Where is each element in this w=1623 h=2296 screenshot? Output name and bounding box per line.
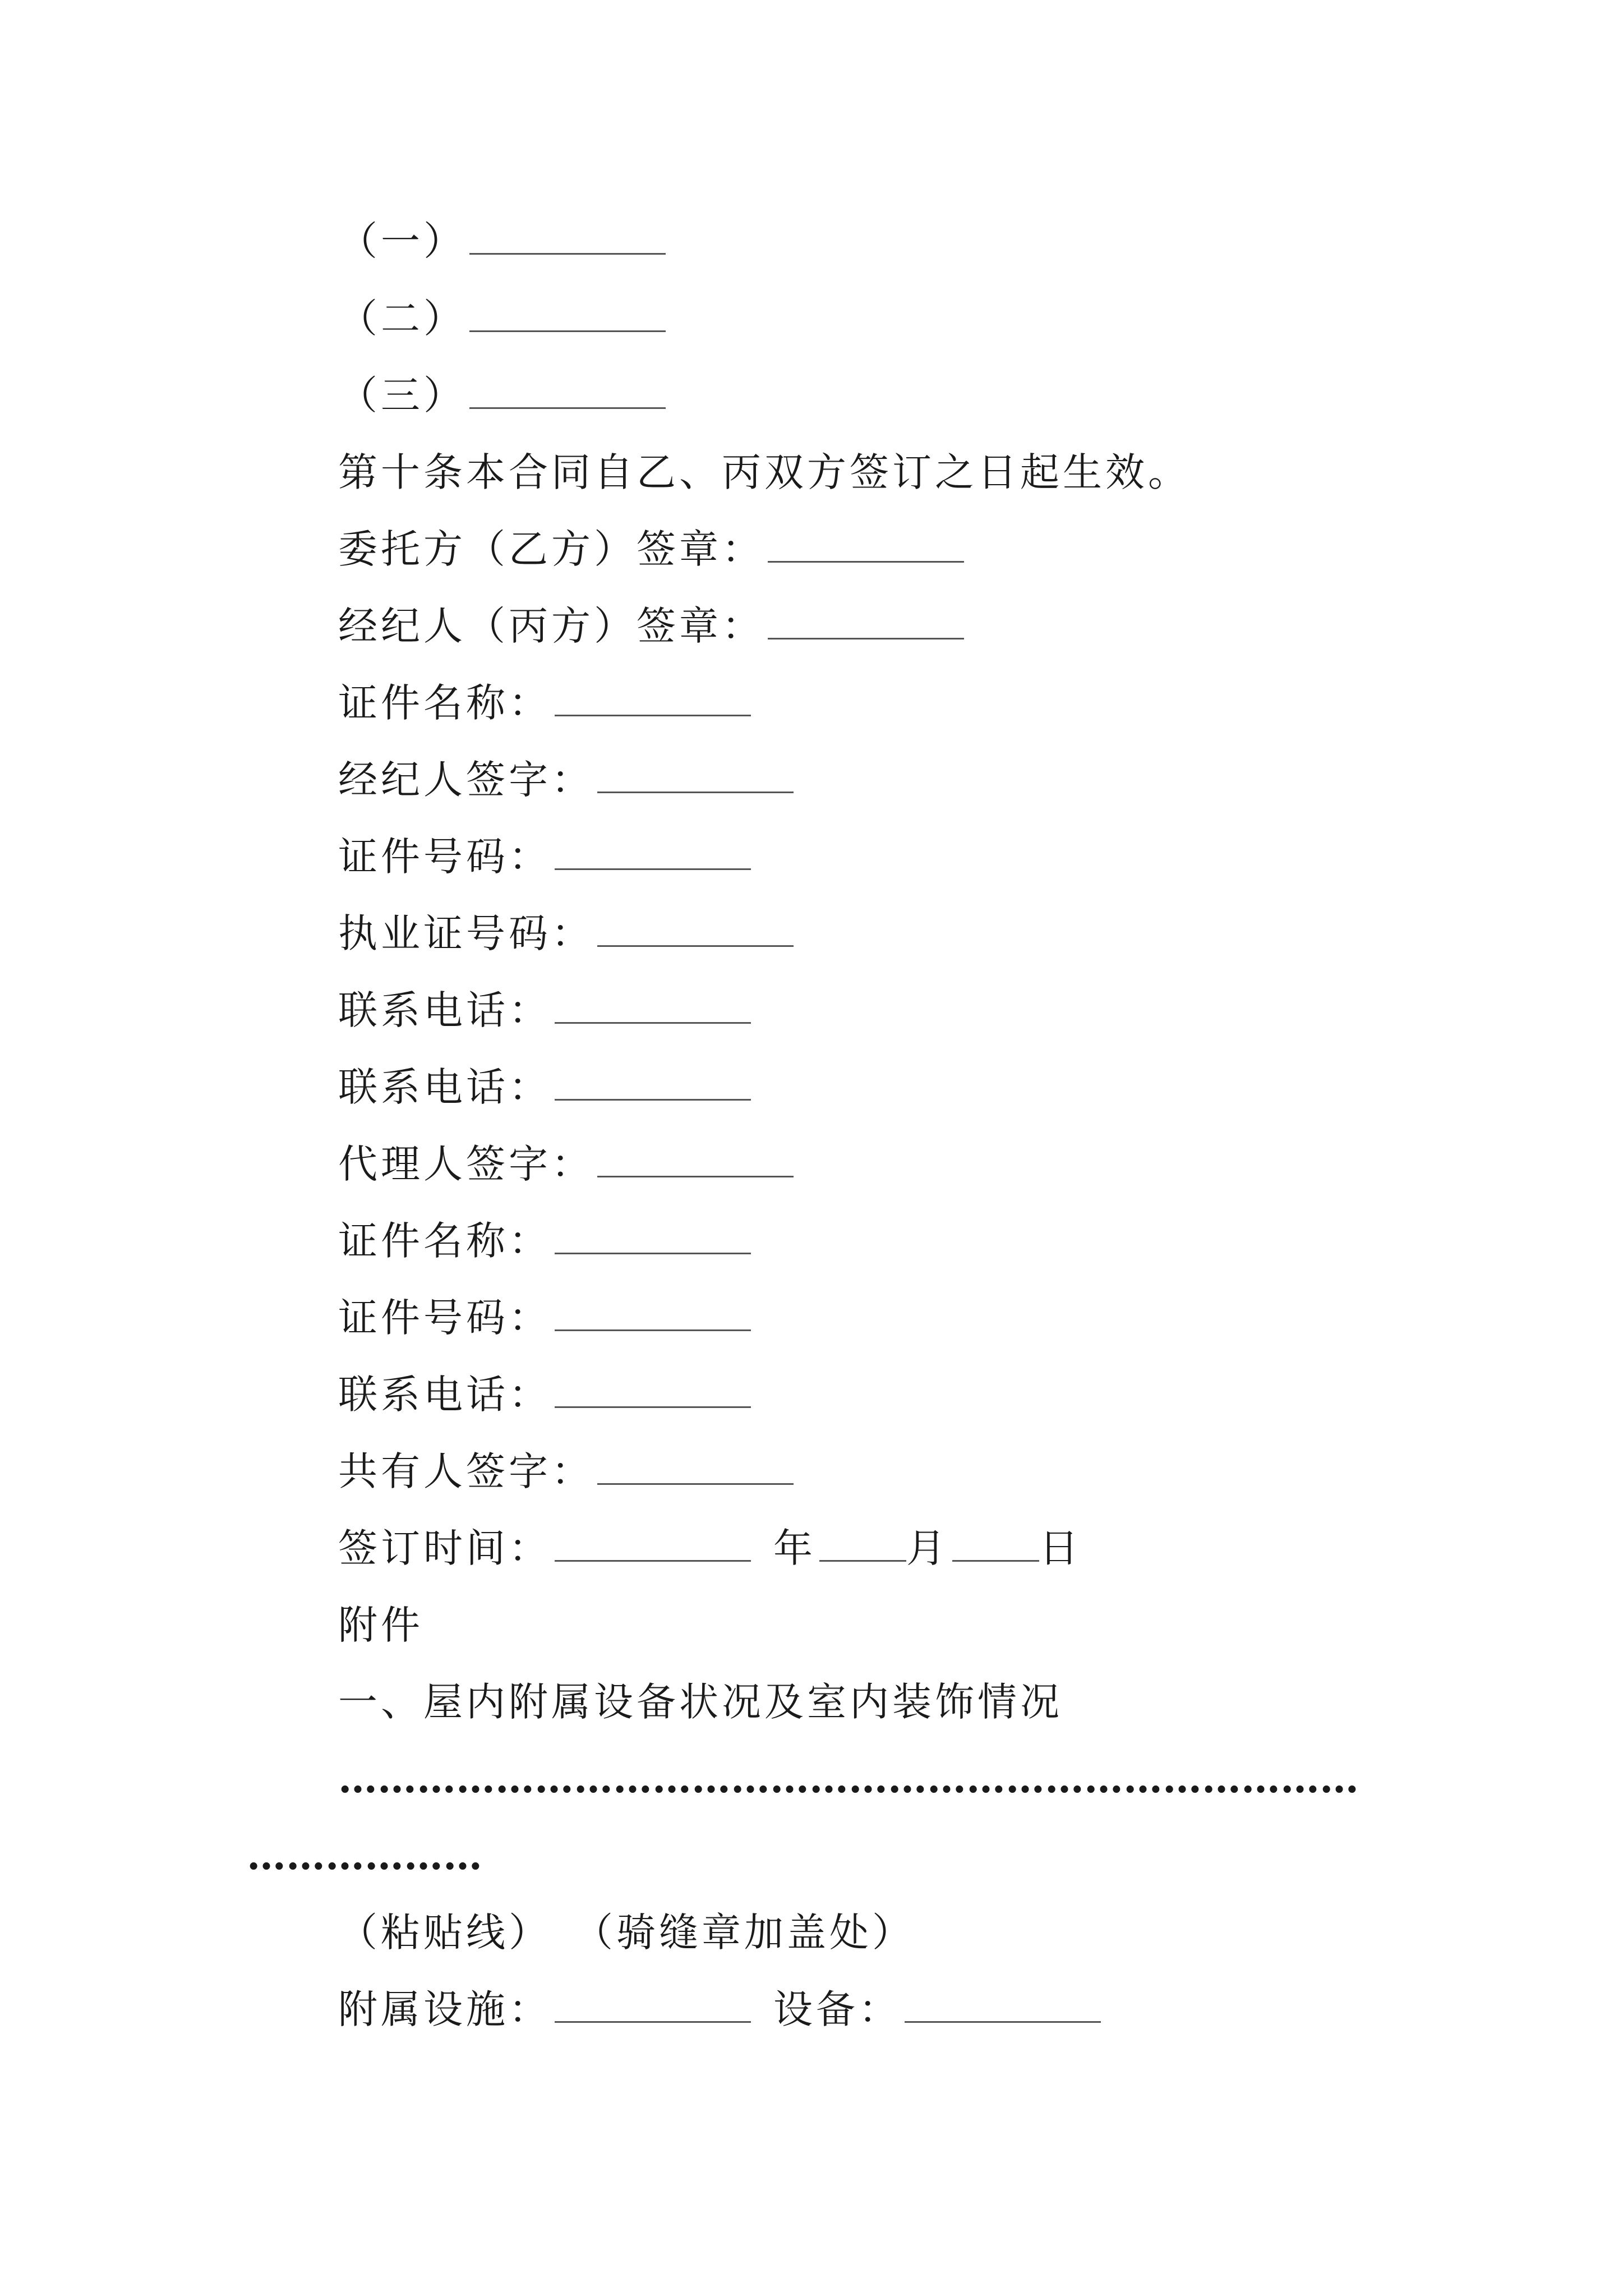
- sign-time-year: 年: [773, 1525, 816, 1571]
- sign-time-label: 签订时间：: [338, 1525, 551, 1571]
- signature-label: 证件号码：: [338, 1295, 551, 1341]
- facilities-label: 附属设施：: [338, 1986, 551, 2032]
- signature-line: [338, 1290, 751, 1346]
- clause-ten: [338, 444, 1191, 500]
- signature-label: 执业证号码：: [338, 910, 594, 956]
- sign-time-month: 月: [906, 1525, 949, 1571]
- signature-label: 联系电话：: [338, 987, 551, 1033]
- signature-line: [338, 675, 751, 731]
- signature-blank[interactable]: [555, 1065, 751, 1101]
- signature-line: [338, 829, 751, 885]
- equipment-label: 设备：: [773, 1986, 901, 2032]
- paste-line-text: （粘贴线）: [338, 1910, 551, 1955]
- attachment-section-one: [338, 1674, 1063, 1730]
- signature-blank[interactable]: [555, 835, 751, 870]
- signature-blank[interactable]: [597, 1142, 794, 1177]
- item-3-label: （三）: [338, 372, 466, 418]
- signature-label: 联系电话：: [338, 1064, 551, 1110]
- signature-blank[interactable]: [597, 1450, 794, 1485]
- signature-label: 经纪人（丙方）签章：: [338, 603, 764, 649]
- signature-label: 委托方（乙方）签章：: [338, 526, 764, 572]
- item-2: [338, 291, 666, 347]
- signature-line: [338, 521, 964, 577]
- signature-blank[interactable]: [555, 1219, 751, 1254]
- item-2-blank[interactable]: [469, 297, 666, 332]
- signature-blank[interactable]: [555, 681, 751, 716]
- sign-time-day: 日: [1039, 1525, 1082, 1571]
- signature-label: 经纪人签字：: [338, 757, 594, 803]
- item-1-blank[interactable]: [469, 219, 666, 255]
- dots-line-2: ………………: [247, 1832, 482, 1879]
- signature-label: 证件号码：: [338, 834, 551, 880]
- signature-line: [338, 905, 794, 961]
- item-1: [338, 213, 666, 269]
- signature-line: [338, 1136, 794, 1192]
- sign-time-month-blank[interactable]: [819, 1526, 906, 1562]
- item-1-label: （一）: [338, 218, 466, 264]
- signature-line: [338, 598, 964, 654]
- facilities-blank[interactable]: [555, 1987, 751, 2023]
- signature-blank[interactable]: [768, 527, 964, 563]
- clause-ten-text: 第十条本合同自乙、丙双方签订之日起生效。: [338, 449, 1191, 495]
- item-2-label: （二）: [338, 296, 466, 342]
- signature-line: [338, 982, 751, 1038]
- attachment-title-text: 附件: [338, 1602, 423, 1648]
- signature-label: 证件名称：: [338, 680, 551, 726]
- signature-line: [338, 1059, 751, 1115]
- sign-time-day-blank[interactable]: [952, 1526, 1039, 1562]
- signature-label: 代理人签字：: [338, 1141, 594, 1187]
- signature-line: [338, 1213, 751, 1269]
- signature-blank[interactable]: [597, 758, 794, 793]
- signature-blank[interactable]: [768, 604, 964, 639]
- signature-line: [338, 1443, 794, 1499]
- facilities-line: [338, 1981, 1101, 2037]
- signature-blank[interactable]: [555, 988, 751, 1024]
- paste-seal-line: [338, 1904, 915, 1961]
- signature-blank[interactable]: [555, 1373, 751, 1408]
- signature-label: 共有人签字：: [338, 1448, 594, 1494]
- dots-line-1: ……………………………………………………………………: [338, 1755, 1359, 1802]
- signature-blank[interactable]: [555, 1296, 751, 1331]
- sign-time-year-blank[interactable]: [555, 1526, 751, 1562]
- attachment-title: [338, 1597, 423, 1653]
- equipment-blank[interactable]: [905, 1987, 1101, 2023]
- signature-label: 联系电话：: [338, 1372, 551, 1418]
- signature-label: 证件名称：: [338, 1218, 551, 1264]
- item-3-blank[interactable]: [469, 374, 666, 409]
- signature-line: [338, 752, 794, 808]
- seal-place-text: （骑缝章加盖处）: [574, 1910, 915, 1955]
- sign-time-line: [338, 1520, 1082, 1576]
- signature-blank[interactable]: [597, 912, 794, 947]
- item-3: [338, 367, 666, 424]
- signature-line: [338, 1366, 751, 1423]
- attachment-section-one-text: 一、屋内附属设备状况及室内装饰情况: [338, 1679, 1063, 1725]
